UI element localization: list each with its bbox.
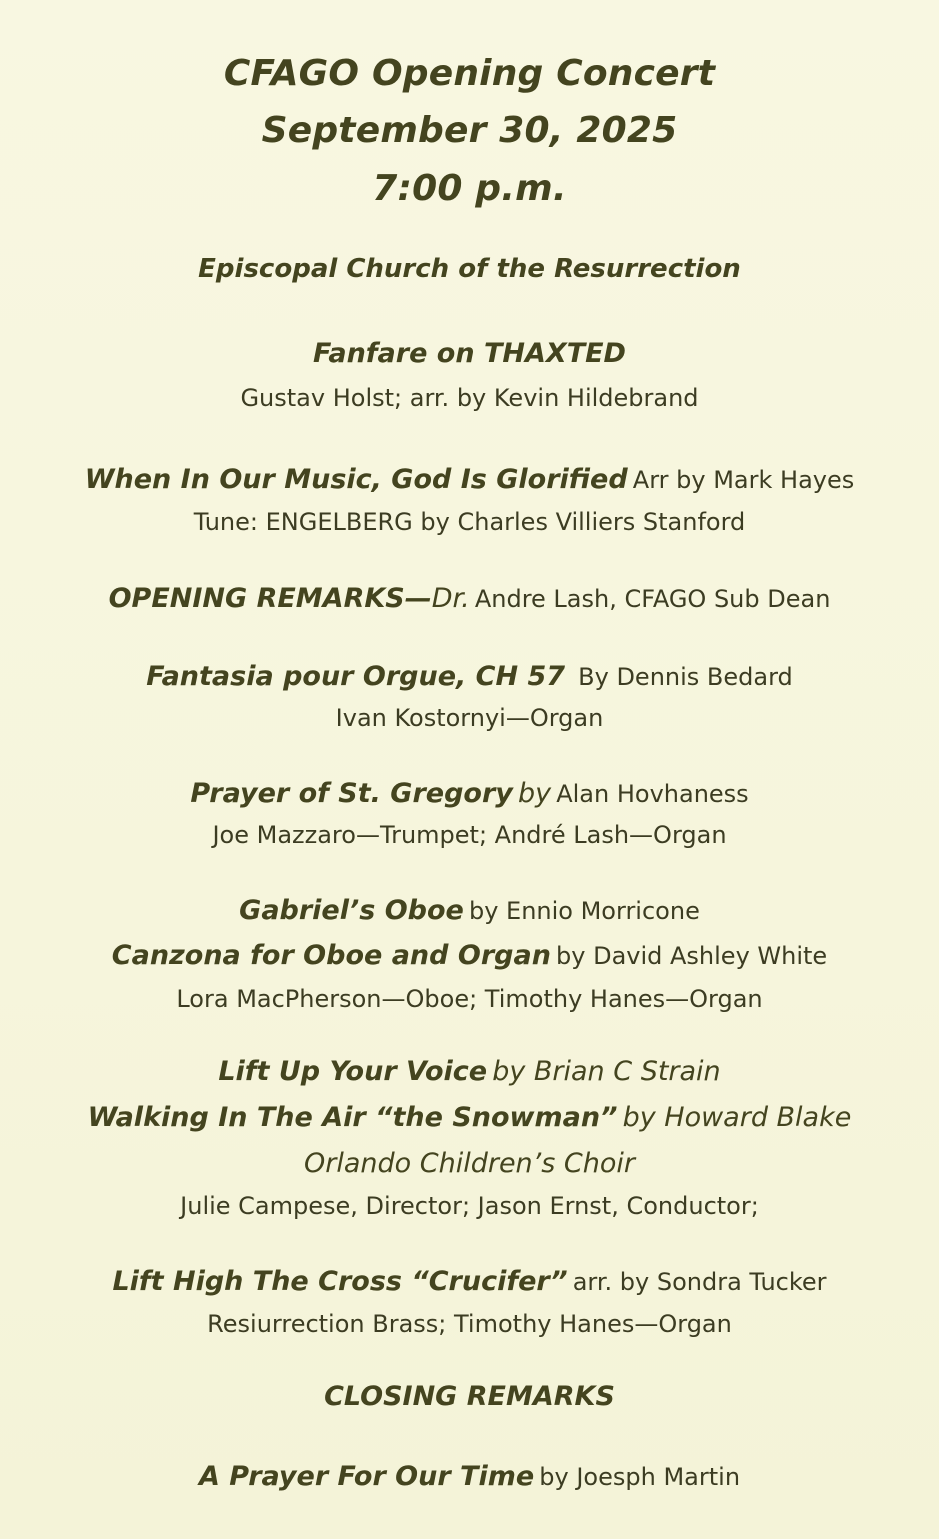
piece-fantasia	[0, 663, 939, 690]
piece-prayer-st-gregory	[0, 780, 939, 807]
piece-gabriels-oboe-title: Gabriel’s Oboe	[239, 895, 464, 926]
piece-prayer-st-gregory-composer: Alan Hovhaness	[556, 780, 749, 808]
opening-remarks	[0, 585, 939, 612]
piece-prayer-for-our-time	[0, 1463, 939, 1490]
piece-canzona-performers: Lora MacPherson—Oboe; Timothy Hanes—Organ	[176, 985, 763, 1013]
piece-canzona	[0, 942, 939, 969]
piece-fanfare-credit: Gustav Holst; arr. by Kevin Hildebrand	[240, 384, 699, 412]
piece-fantasia-performer: Ivan Kostornyi—Organ	[335, 704, 604, 732]
piece-lift-high-the-cross-title: Lift High The Cross “Crucifer”	[112, 1266, 568, 1297]
piece-when-in-our-music-tune: Tune: ENGELBERG by Charles Villiers Stanford	[193, 508, 746, 536]
closing-remarks: CLOSING REMARKS	[324, 1381, 615, 1412]
piece-gabriels-oboe	[0, 897, 939, 924]
piece-gabriels-oboe-composer: by Ennio Morricone	[468, 897, 700, 925]
opening-remarks-speaker: Andre Lash, CFAGO Sub Dean	[474, 585, 831, 613]
choir-name: Orlando Children’s Choir	[303, 1148, 635, 1179]
piece-walking-in-the-air-composer: by Howard Blake	[622, 1102, 852, 1133]
piece-prayer-st-gregory-title: Prayer of St. Gregory	[190, 778, 513, 809]
piece-fantasia-title: Fantasia pour Orgue, CH 57	[146, 661, 566, 692]
piece-lift-high-the-cross-arranger: arr. by Sondra Tucker	[572, 1268, 827, 1296]
piece-canzona-title: Canzona for Oboe and Organ	[111, 940, 551, 971]
opening-remarks-prefix: Dr.	[431, 583, 470, 614]
concert-time: 7:00 p.m.	[372, 168, 567, 209]
concert-date: September 30, 2025	[261, 110, 678, 151]
opening-remarks-title: OPENING REMARKS—	[108, 583, 432, 614]
piece-prayer-st-gregory-performers: Joe Mazzaro—Trumpet; André Lash—Organ	[212, 821, 727, 849]
venue: Episcopal Church of the Resurrection	[198, 254, 741, 284]
piece-walking-in-the-air-title: Walking In The Air “the Snowman”	[87, 1102, 618, 1133]
piece-when-in-our-music-arranger: Arr by Mark Hayes	[632, 466, 855, 494]
piece-prayer-for-our-time-title: A Prayer For Our Time	[198, 1461, 535, 1492]
piece-lift-high-the-cross	[0, 1268, 939, 1295]
piece-lift-up-your-voice-title: Lift Up Your Voice	[218, 1056, 488, 1087]
choir-credits: Julie Campese, Director; Jason Ernst, Conductor;	[180, 1192, 759, 1220]
piece-prayer-for-our-time-composer: by Joesph Martin	[539, 1463, 741, 1491]
concert-title: CFAGO Opening Concert	[223, 53, 716, 94]
piece-lift-up-your-voice	[0, 1058, 939, 1085]
piece-fanfare-title: Fanfare on THAXTED	[313, 338, 626, 369]
piece-lift-up-your-voice-composer: by Brian C Strain	[492, 1056, 721, 1087]
piece-canzona-composer: by David Ashley White	[556, 942, 828, 970]
piece-walking-in-the-air	[0, 1104, 939, 1131]
piece-fantasia-composer: By Dennis Bedard	[578, 663, 793, 691]
piece-prayer-st-gregory-by: by	[517, 778, 552, 809]
piece-when-in-our-music-title: When In Our Music, God Is Glorified	[84, 464, 628, 495]
piece-lift-high-the-cross-performers: Resiurrection Brass; Timothy Hanes—Organ	[207, 1310, 732, 1338]
piece-when-in-our-music	[0, 466, 939, 493]
